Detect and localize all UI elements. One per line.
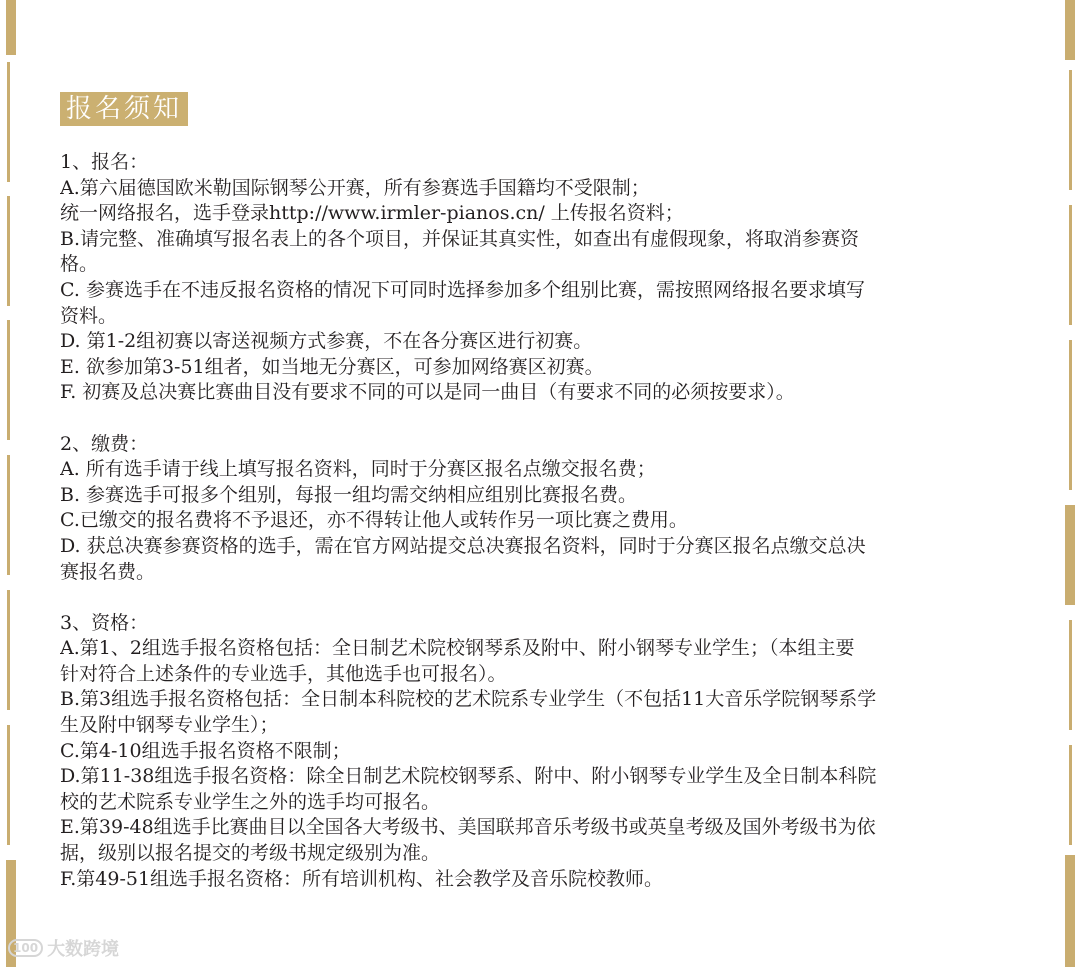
- text-line: A.第六届德国欧米勒国际钢琴公开赛，所有参赛选手国籍均不受限制；: [60, 176, 650, 199]
- text-line: B.第3组选手报名资格包括：全日制本科院校的艺术院系专业学生（不包括11大音乐学院钢琴系学: [60, 688, 877, 711]
- text-line: D.第11-38组选手报名资格：除全日制艺术院校钢琴系、附中、附小钢琴专业学生及全日制本科院: [60, 765, 877, 788]
- section-registration: [60, 150, 1025, 406]
- section-payment: [60, 432, 1025, 586]
- text-line: D. 第1-2组初赛以寄送视频方式参赛，不在各分赛区进行初赛。: [60, 330, 593, 353]
- text-line: 生及附中钢琴专业学生）；: [60, 714, 279, 737]
- text-line: F.第49-51组选手报名资格：所有培训机构、社会教学及音乐院校教师。: [60, 867, 664, 890]
- watermark: [8, 935, 119, 961]
- section-eligibility: [60, 611, 1025, 893]
- notice-content: [60, 150, 1025, 918]
- page-title: 报名须知: [60, 92, 188, 126]
- text-line: E.第39-48组选手比赛曲目以全国各大考级书、美国联邦音乐考级书或英皇考级及国外考级书为依: [60, 816, 876, 839]
- text-line: 资料。: [60, 304, 118, 327]
- right-gold-frame: [1060, 0, 1080, 967]
- text-line: C. 参赛选手在不违反报名资格的情况下可同时选择参加多个组别比赛，需按照网络报名要求填写: [60, 278, 865, 301]
- left-gold-frame: [0, 0, 20, 967]
- text-line: C.第4-10组选手报名资格不限制；: [60, 739, 351, 762]
- text-line: A. 所有选手请于线上填写报名资料，同时于分赛区报名点缴交报名费；: [60, 458, 656, 481]
- text-line: C.已缴交的报名费将不予退还，亦不得转让他人或转作另一项比赛之费用。: [60, 509, 688, 532]
- text-line: B.请完整、准确填写报名表上的各个项目，并保证其真实性，如查出有虚假现象，将取消参赛资: [60, 227, 860, 250]
- text-line: B. 参赛选手可报多个组别，每报一组均需交纳相应组别比赛报名费。: [60, 483, 638, 506]
- text-line: 统一网络报名，选手登录http://www.irmler-pianos.cn/ 上传报名资料；: [60, 202, 684, 225]
- text-line: F. 初赛及总决赛比赛曲目没有要求不同的可以是同一曲目（有要求不同的必须按要求）。: [60, 381, 795, 404]
- text-line: E. 欲参加第3-51组者，如当地无分赛区，可参加网络赛区初赛。: [60, 355, 604, 378]
- text-line: 据，级别以报名提交的考级书规定级别为准。: [60, 842, 441, 865]
- text-line: 格。: [60, 253, 99, 276]
- section-heading: 3、资格：: [60, 611, 149, 634]
- text-line: 校的艺术院系专业学生之外的选手均可报名。: [60, 790, 441, 813]
- text-line: A.第1、2组选手报名资格包括：全日制艺术院校钢琴系及附中、附小钢琴专业学生；（本组主要: [60, 637, 855, 660]
- text-line: 赛报名费。: [60, 560, 156, 583]
- watermark-logo-icon: 100: [8, 939, 43, 957]
- section-heading: 1、报名：: [60, 151, 149, 173]
- text-line: D. 获总决赛参赛资格的选手，需在官方网站提交总决赛报名资料，同时于分赛区报名点缴交总决: [60, 534, 866, 557]
- section-heading: 2、缴费：: [60, 432, 149, 455]
- watermark-text: 大数跨境: [47, 939, 120, 960]
- text-line: 针对符合上述条件的专业选手，其他选手也可报名）。: [60, 662, 507, 685]
